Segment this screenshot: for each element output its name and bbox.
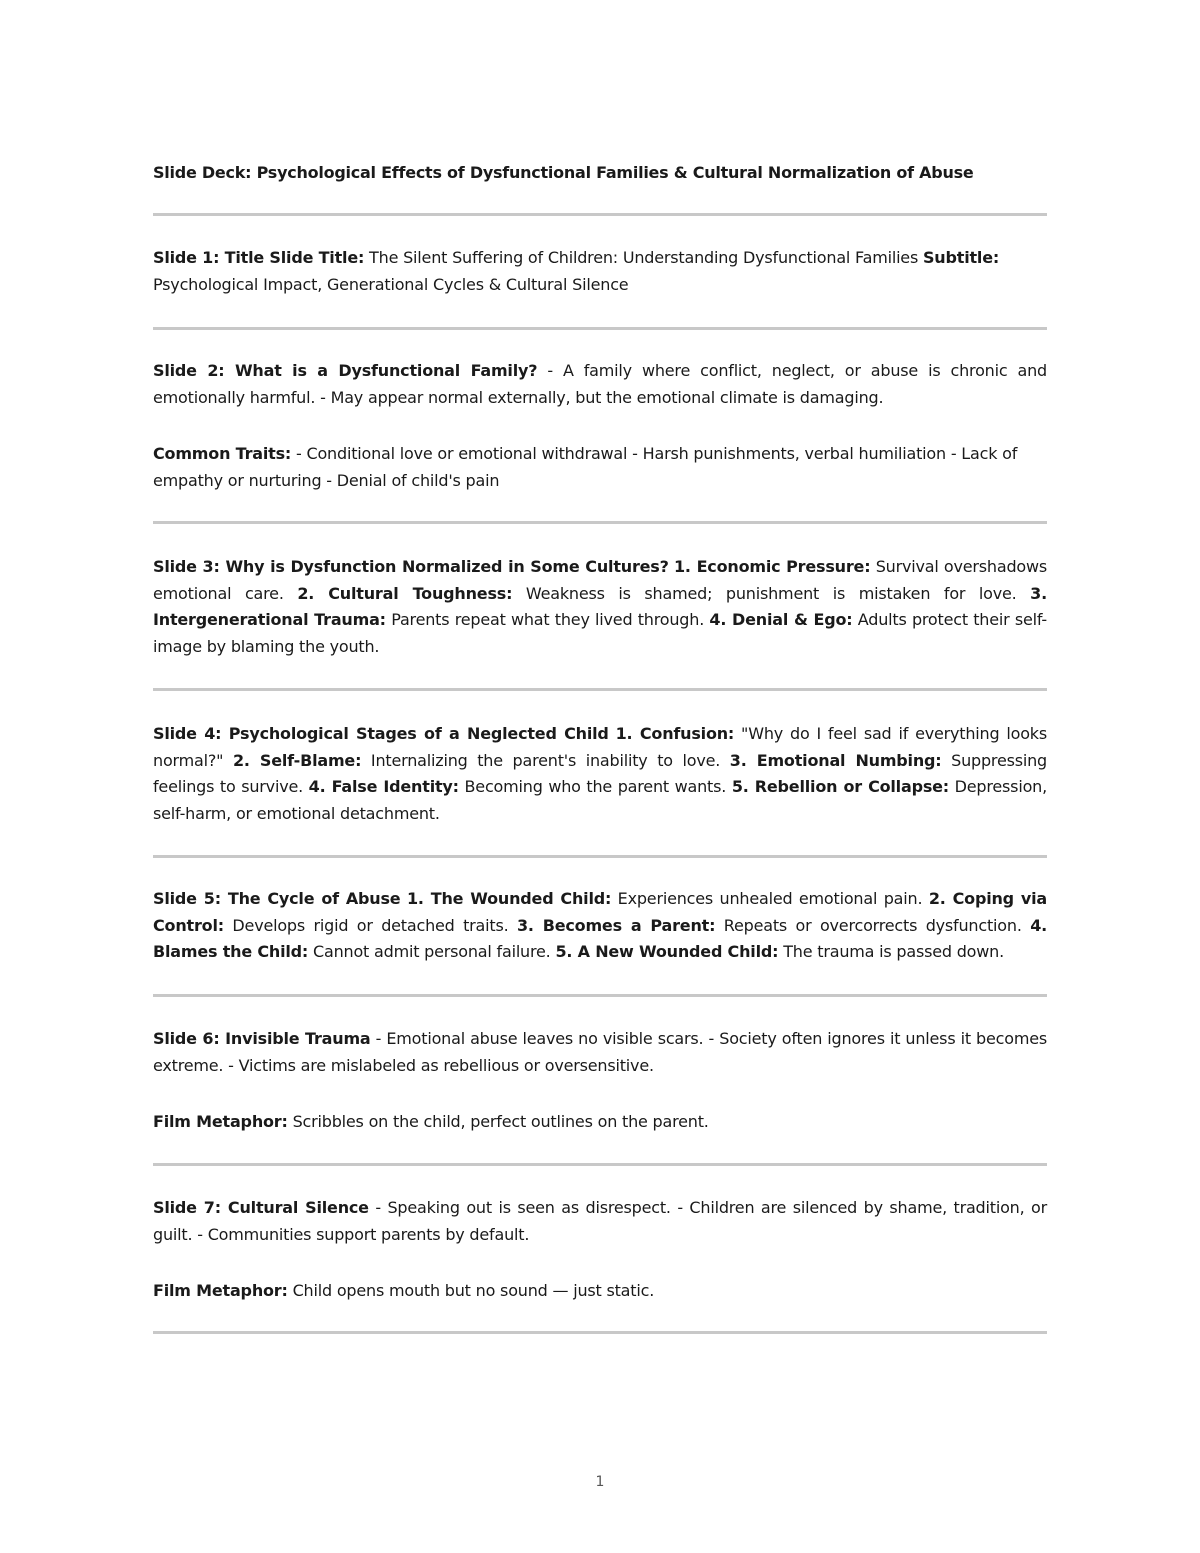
- slide-1-subtitle-text: Psychological Impact, Generational Cycles & Cultural Silence: [153, 274, 629, 294]
- slide-4-item-3-label: 3. Emotional Numbing:: [729, 750, 942, 770]
- slide-4-paragraph: [153, 721, 1047, 827]
- slide-1-heading: Slide 1: Title Slide Title:: [153, 248, 365, 267]
- slide-4-item-1-text: "Why do I feel sad if everything looks normal?": [153, 724, 1047, 770]
- slide-6-metaphor-text: Scribbles on the child, perfect outlines on the parent.: [287, 1112, 709, 1131]
- slide-7-metaphor-label: Film Metaphor:: [153, 1281, 288, 1300]
- slide-5-heading: Slide 5: The Cycle of Abuse: [153, 889, 401, 908]
- slide-7-section: [153, 1195, 1047, 1305]
- slide-3-item-3-text: Parents repeat what they lived through.: [385, 610, 710, 629]
- slide-4-item-2-label: 2. Self-Blame:: [232, 750, 362, 770]
- divider: [153, 521, 1047, 524]
- slide-7-metaphor-text: Child opens mouth but no sound — just static.: [287, 1281, 655, 1300]
- slide-3-item-1-text: Survival overshadows emotional care.: [153, 557, 1048, 603]
- slide-5-item-5-text: The trauma is passed down.: [778, 942, 1004, 961]
- slide-5-item-4-text: Cannot admit personal failure.: [308, 942, 556, 961]
- slide-6-metaphor-label: Film Metaphor:: [153, 1112, 288, 1131]
- slide-1-paragraph: [153, 245, 1047, 298]
- slide-7-paragraph: [153, 1195, 1047, 1248]
- slide-5-item-4-label: 4. Blames the Child:: [153, 915, 1047, 961]
- divider: [153, 213, 1047, 216]
- document-title: Slide Deck: Psychological Effects of Dysfunctional Families & Cultural Normalization of Abuse: [153, 163, 974, 182]
- slide-7-heading: Slide 7: Cultural Silence: [153, 1198, 369, 1217]
- divider: [153, 327, 1047, 330]
- slide-3-item-2-label: 2. Cultural Toughness:: [297, 583, 513, 603]
- slide-4-item-1-label: 1. Confusion:: [615, 724, 735, 743]
- slide-4-heading: Slide 4: Psychological Stages of a Neglected Child: [153, 724, 609, 743]
- slide-3-item-2-text: Weakness is shamed; punishment is mistaken for love.: [512, 583, 1031, 603]
- slide-4-item-5-text: Depression, self-harm, or emotional detachment.: [153, 777, 1047, 823]
- slide-5-item-5-label: 5. A New Wounded Child:: [555, 942, 779, 961]
- slide-2-traits-paragraph: [153, 441, 1047, 494]
- slide-5-item-3-text: Repeats or overcorrects dysfunction.: [715, 915, 1031, 935]
- slide-4-section: [153, 721, 1047, 827]
- slide-2-paragraph: [153, 358, 1047, 411]
- slide-4-item-4-label: 4. False Identity:: [308, 777, 459, 796]
- slide-5-item-3-label: 3. Becomes a Parent:: [516, 915, 716, 935]
- slide-7-body: - Speaking out is seen as disrespect. - Children are silenced by shame, tradition, or guilt. - Communities support parents by default.: [153, 1198, 1047, 1244]
- divider: [153, 1331, 1047, 1334]
- slide-2-traits-text: - Conditional love or emotional withdrawal - Harsh punishments, verbal humiliation - Lack of empathy or nurturing - Denial of child's pain: [153, 444, 1018, 490]
- slide-2-traits-label: Common Traits:: [153, 444, 292, 463]
- slide-1-title-text: The Silent Suffering of Children: Understanding Dysfunctional Families: [364, 248, 923, 267]
- slide-2-section: [153, 358, 1047, 494]
- slide-2-heading: Slide 2: What is a Dysfunctional Family?: [153, 361, 538, 380]
- slide-6-section: [153, 1026, 1047, 1136]
- slide-5-paragraph: [153, 886, 1047, 966]
- slide-1-section: [153, 245, 1047, 298]
- slide-4-item-2-text: Internalizing the parent's inability to love.: [361, 750, 730, 770]
- slide-3-paragraph: [153, 554, 1047, 660]
- slide-5-item-2-label: 2. Coping via Control:: [153, 889, 1047, 935]
- slide-5-section: [153, 886, 1047, 966]
- slide-4-item-5-label: 5. Rebellion or Collapse:: [731, 777, 949, 796]
- slide-6-paragraph: [153, 1026, 1047, 1079]
- slide-5-item-2-text: Develops rigid or detached traits.: [223, 915, 517, 935]
- divider: [153, 688, 1047, 691]
- slide-2-body: - A family where conflict, neglect, or abuse is chronic and emotionally harmful. - May appear normal externally, but the emotional climate is damaging.: [153, 361, 1047, 407]
- slide-5-item-1-label: 1. The Wounded Child:: [406, 889, 612, 908]
- slide-5-item-1-text: Experiences unhealed emotional pain.: [611, 889, 929, 908]
- divider: [153, 1163, 1047, 1166]
- slide-1-subtitle-label: Subtitle:: [922, 248, 1000, 267]
- slide-7-metaphor-paragraph: [153, 1278, 1047, 1305]
- slide-3-item-4-label: 4. Denial & Ego:: [709, 610, 853, 629]
- slide-3-heading: Slide 3: Why is Dysfunction Normalized in Some Cultures?: [153, 557, 669, 576]
- slide-4-item-4-text: Becoming who the parent wants.: [458, 777, 732, 796]
- divider: [153, 855, 1047, 858]
- slide-3-item-1-label: 1. Economic Pressure:: [674, 557, 871, 576]
- slide-6-body: - Emotional abuse leaves no visible scars. - Society often ignores it unless it becomes extreme. - Victims are mislabeled as rebellious or oversensitive.: [153, 1029, 1047, 1075]
- slide-3-item-3-label: 3. Intergenerational Trauma:: [153, 583, 1047, 629]
- divider: [153, 994, 1047, 997]
- slide-4-item-3-text: Suppressing feelings to survive.: [153, 750, 1048, 796]
- page-number: 1: [595, 1474, 605, 1490]
- slide-6-metaphor-paragraph: [153, 1109, 1047, 1136]
- slide-6-heading: Slide 6: Invisible Trauma: [153, 1029, 371, 1048]
- slide-3-item-4-text: Adults protect their self-image by blaming the youth.: [153, 610, 1047, 656]
- slide-3-section: [153, 554, 1047, 660]
